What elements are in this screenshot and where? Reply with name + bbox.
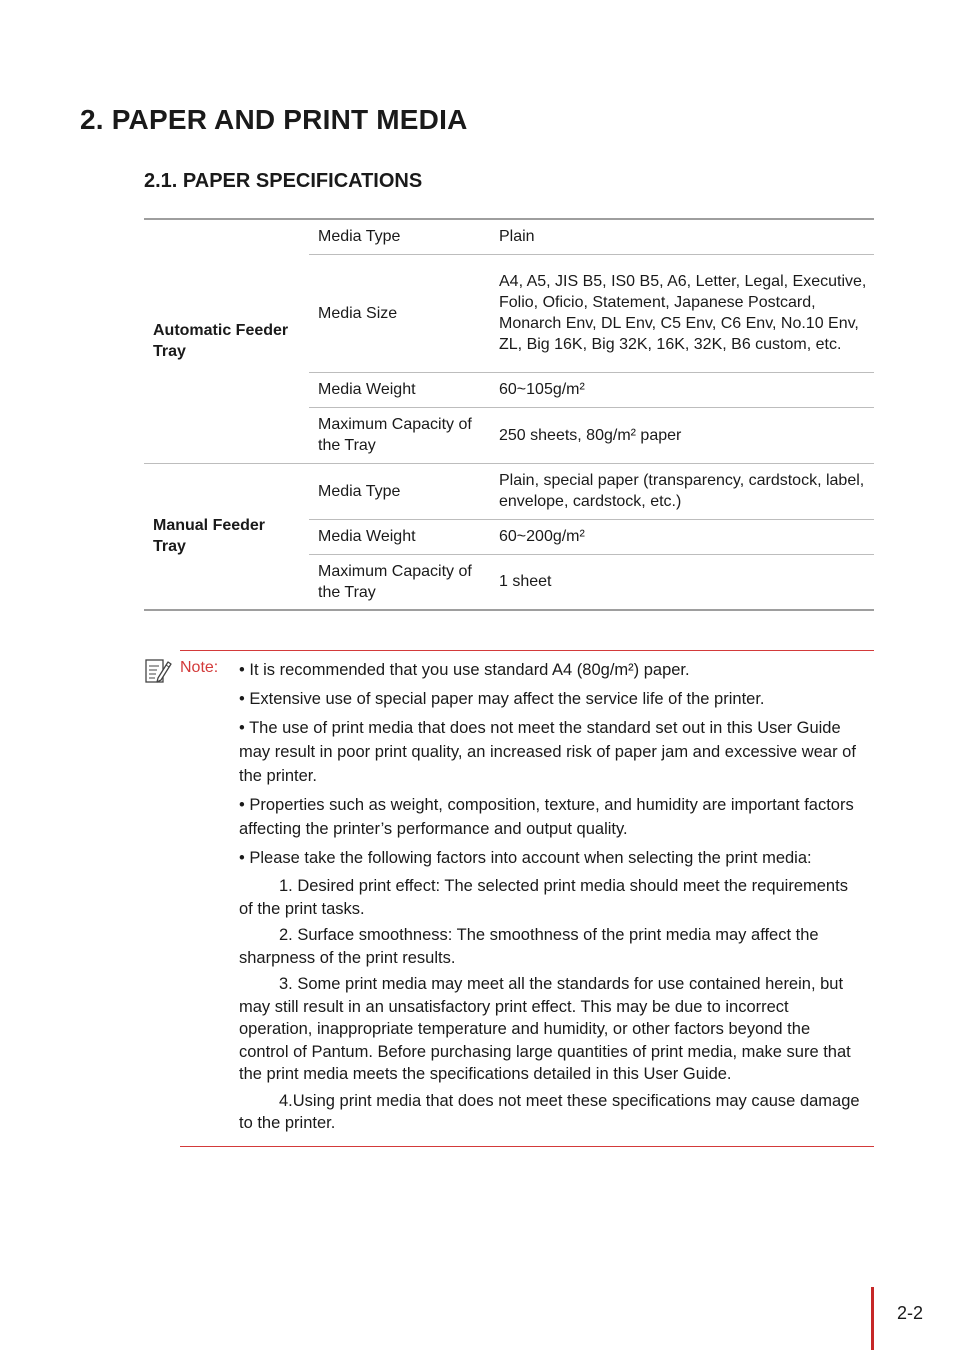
- note-bottom-divider: [180, 1146, 874, 1147]
- param-cell: Media Weight: [318, 528, 416, 545]
- group-manual-feeder: Manual Feeder Tray: [153, 517, 266, 556]
- param-cell: Media Type: [318, 228, 401, 246]
- table-row: [144, 219, 874, 254]
- param-cell: Maximum Capacity of the Tray: [318, 562, 472, 601]
- note-bullet: • The use of print media that does not meet the standard set out in this User Guide may result in poor print quality, an increased risk of paper jam and excessive wear of the printer.: [239, 719, 856, 785]
- value-cell: 250 sheets, 80g/m² paper: [499, 426, 682, 444]
- paper-spec-table: [144, 218, 874, 611]
- group-automatic-feeder: Automatic Feeder Tray: [153, 322, 289, 361]
- note-label: Note:: [180, 659, 219, 676]
- param-cell: Media Size: [318, 304, 398, 322]
- value-cell: 1 sheet: [499, 573, 552, 591]
- table-row: [144, 463, 874, 519]
- note-factor: 2. Surface smoothness: The smoothness of the print media may affect the sharpness of the print results.: [239, 926, 819, 967]
- note-factor: 3. Some print media may meet all the standards for use contained herein, but may still result in an unsatisfactory print effect. This may be due to incorrect operation, inappropriate temperature and humidity, or other factors beyond the control of Pantum. Before purchasing large quantities of print media, make sure that the print media meets the specifications detailed in this User Guide.: [239, 975, 851, 1083]
- page-number: 2-2: [897, 1303, 924, 1323]
- note-bullet: • Properties such as weight, composition, texture, and humidity are important factors affecting the printer’s performance and output quality.: [239, 796, 854, 838]
- note-factor: 1. Desired print effect: The selected print media should meet the requirements of the print tasks.: [239, 877, 848, 918]
- page-heading: 2. PAPER AND PRINT MEDIA: [80, 104, 468, 135]
- param-cell: Media Type: [318, 482, 401, 500]
- section-heading: 2.1. PAPER SPECIFICATIONS: [144, 170, 423, 192]
- value-cell: 60~200g/m²: [499, 528, 585, 545]
- note-factor: 4.Using print media that does not meet these specifications may cause damage to the printer.: [239, 1091, 860, 1132]
- note-bullet: • Please take the following factors into account when selecting the print media:: [239, 849, 812, 867]
- param-cell: Maximum Capacity of the Tray: [318, 416, 472, 454]
- note-bullet: • Extensive use of special paper may affect the service life of the printer.: [239, 690, 765, 708]
- value-cell: Plain: [499, 228, 535, 246]
- note-body: [239, 658, 864, 1139]
- value-cell: Plain, special paper (transparency, cardstock, label, envelope, cardstock, etc.): [499, 472, 865, 510]
- note-pencil-icon: [144, 657, 172, 685]
- note-top-divider: [180, 650, 874, 651]
- value-cell: 60~105g/m²: [499, 381, 585, 398]
- note-bullet: • It is recommended that you use standard A4 (80g/m²) paper.: [239, 661, 690, 679]
- page-number-bar: [871, 1287, 874, 1350]
- value-cell: A4, A5, JIS B5, IS0 B5, A6, Letter, Legal, Executive, Folio, Oficio, Statement, Japanese Postcard, Monarch Env, DL Env, C5 Env, C6 Env, No.10 Env, ZL, Big 16K, Big 32K, 16K, 32K, B6 custom, etc.: [499, 273, 867, 353]
- param-cell: Media Weight: [318, 381, 416, 398]
